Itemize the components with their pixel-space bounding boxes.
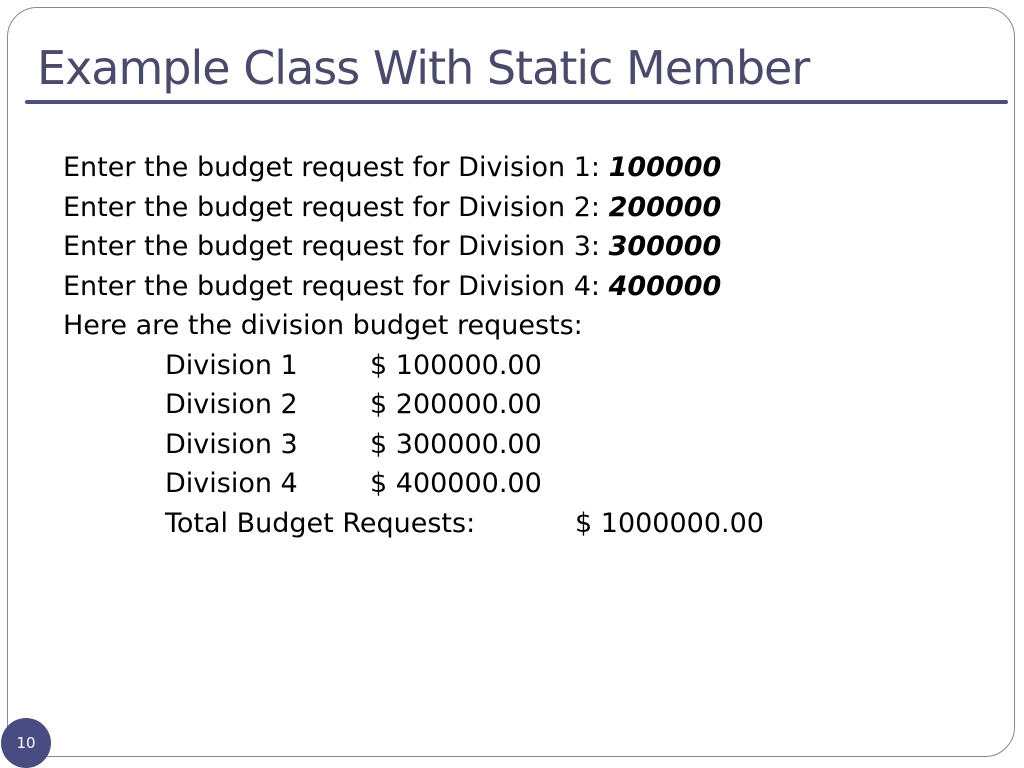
division-name: Division 4 bbox=[165, 468, 298, 499]
entered-value: 300000 bbox=[608, 231, 722, 262]
entered-value: 400000 bbox=[608, 270, 722, 302]
division-row bbox=[63, 346, 764, 386]
total-label: Total Budget Requests: bbox=[165, 507, 476, 539]
prompt-line bbox=[63, 148, 764, 188]
prompt-line bbox=[63, 227, 764, 267]
division-row bbox=[63, 464, 764, 504]
division-amount: $ 300000.00 bbox=[370, 428, 542, 460]
slide-title: Example Class With Static Member bbox=[37, 41, 810, 95]
summary-header: Here are the division budget requests: bbox=[63, 310, 583, 341]
console-output bbox=[63, 148, 764, 543]
prompt-text: Enter the budget request for Division 2: bbox=[63, 191, 609, 223]
prompt-text: Enter the budget request for Division 1: bbox=[63, 152, 609, 183]
division-name: Division 2 bbox=[165, 389, 298, 420]
division-name: Division 1 bbox=[165, 349, 298, 381]
title-underline bbox=[25, 100, 1008, 104]
prompt-line bbox=[63, 188, 764, 228]
total-amount: $ 1000000.00 bbox=[575, 507, 764, 539]
prompt-text: Enter the budget request for Division 4: bbox=[63, 270, 609, 302]
entered-value: 200000 bbox=[608, 191, 722, 223]
entered-value: 100000 bbox=[608, 152, 722, 183]
division-row bbox=[63, 385, 764, 425]
division-amount: $ 400000.00 bbox=[370, 468, 542, 499]
prompt-line bbox=[63, 267, 764, 307]
prompt-text: Enter the budget request for Division 3: bbox=[63, 231, 609, 262]
division-name: Division 3 bbox=[165, 428, 298, 460]
page-number-badge: 10 bbox=[1, 718, 51, 768]
division-amount: $ 100000.00 bbox=[370, 349, 542, 381]
division-row bbox=[63, 425, 764, 465]
total-row bbox=[63, 504, 764, 544]
division-amount: $ 200000.00 bbox=[370, 389, 542, 420]
